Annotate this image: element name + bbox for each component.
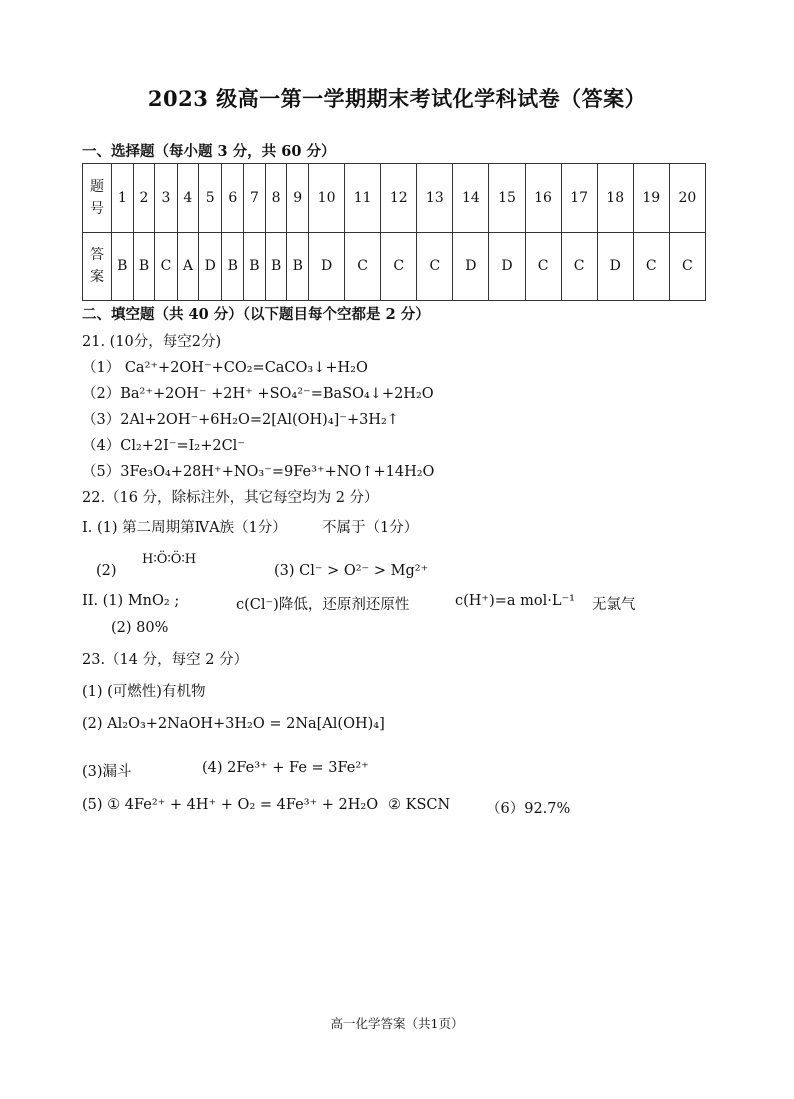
question-number-cell: 3 bbox=[155, 164, 177, 233]
answer-cell: B bbox=[287, 232, 309, 301]
q23-answer-5b: ② KSCN bbox=[388, 797, 451, 813]
hydrogen-peroxide-electron-formula: H∶Ö∶Ö∶H bbox=[142, 552, 197, 567]
table-row-numbers bbox=[83, 164, 706, 233]
answer-cell: C bbox=[345, 232, 381, 301]
q22-part-ii-1c: c(H⁺)=a mol·L⁻¹ bbox=[455, 593, 575, 609]
question-number-cell: 5 bbox=[199, 164, 222, 233]
answer-cell: C bbox=[525, 232, 561, 301]
q23-answer-6: （6）92.7% bbox=[486, 801, 571, 817]
q23-answer-4: (4) 2Fe³⁺ + Fe = 3Fe²⁺ bbox=[202, 760, 369, 776]
q23-answer-5a: (5) ① 4Fe²⁺ + 4H⁺ + O₂ = 4Fe³⁺ + 2H₂O bbox=[82, 797, 379, 813]
answer-table bbox=[82, 163, 706, 301]
question-number-cell: 16 bbox=[525, 164, 561, 233]
answer-cell: B bbox=[112, 232, 134, 301]
question-number-cell: 7 bbox=[244, 164, 266, 233]
question-number-cell: 4 bbox=[177, 164, 198, 233]
answer-cell: D bbox=[597, 232, 633, 301]
answer-cell: D bbox=[453, 232, 489, 301]
answer-cell: C bbox=[633, 232, 669, 301]
question-number-cell: 12 bbox=[381, 164, 417, 233]
q21-answer-3: （3）2Al+2OH⁻+6H₂O=2[Al(OH)₄]⁻+3H₂↑ bbox=[82, 412, 399, 428]
answer-cell: C bbox=[155, 232, 177, 301]
question-number-cell: 2 bbox=[133, 164, 155, 233]
question-number-cell: 10 bbox=[309, 164, 345, 233]
q22-part-i-1a: I. (1) 第二周期第ⅣA族（1分） bbox=[82, 520, 287, 536]
answer-cell: C bbox=[669, 232, 705, 301]
answer-cell: B bbox=[265, 232, 287, 301]
question-number-cell: 13 bbox=[417, 164, 453, 233]
q22-part-ii-2: (2) 80% bbox=[111, 620, 169, 636]
section-2-heading: 二、填空题（共 40 分）（以下题目每个空都是 2 分） bbox=[82, 306, 430, 323]
section-1-heading: 一、选择题（每小题 3 分，共 60 分） bbox=[82, 143, 336, 160]
table-row-answers bbox=[83, 232, 706, 301]
question-number-cell: 11 bbox=[345, 164, 381, 233]
page-title: 2023 级高一第一学期期末考试化学科试卷（答案） bbox=[147, 86, 647, 111]
q21-answer-4: （4）Cl₂+2I⁻=I₂+2Cl⁻ bbox=[82, 438, 245, 454]
q22-part-i-2-label: (2) bbox=[96, 563, 117, 579]
q23-answer-3: (3)漏斗 bbox=[82, 764, 132, 780]
question-number-cell: 8 bbox=[265, 164, 287, 233]
question-number-cell: 14 bbox=[453, 164, 489, 233]
page-footer: 高一化学答案（共1页） bbox=[330, 1016, 464, 1031]
q23-answer-1: (1) (可燃性)有机物 bbox=[82, 684, 206, 700]
q22-header: 22.（16 分，除标注外，其它每空均为 2 分） bbox=[82, 490, 379, 506]
answer-cell: B bbox=[244, 232, 266, 301]
answer-cell: D bbox=[309, 232, 345, 301]
q22-part-ii-1b: c(Cl⁻)降低，还原剂还原性 bbox=[236, 597, 410, 613]
answer-cell: B bbox=[222, 232, 244, 301]
question-number-cell: 15 bbox=[489, 164, 525, 233]
question-number-cell: 20 bbox=[669, 164, 705, 233]
answer-cell: A bbox=[177, 232, 198, 301]
answer-cell: C bbox=[561, 232, 597, 301]
q21-answer-2: （2）Ba²⁺+2OH⁻ +2H⁺ +SO₄²⁻=BaSO₄↓+2H₂O bbox=[82, 386, 434, 402]
q22-part-i-3: (3) Cl⁻ > O²⁻ > Mg²⁺ bbox=[274, 563, 429, 579]
q21-answer-1: （1） Ca²⁺+2OH⁻+CO₂=CaCO₃↓+H₂O bbox=[82, 360, 368, 376]
row-header-number: 题 号 bbox=[83, 164, 112, 233]
q21-answer-5: （5）3Fe₃O₄+28H⁺+NO₃⁻=9Fe³⁺+NO↑+14H₂O bbox=[82, 464, 435, 480]
question-number-cell: 9 bbox=[287, 164, 309, 233]
q22-part-i-1b: 不属于（1分） bbox=[322, 520, 419, 536]
answer-cell: D bbox=[199, 232, 222, 301]
answer-cell: C bbox=[417, 232, 453, 301]
q23-header: 23.（14 分，每空 2 分） bbox=[82, 652, 249, 668]
q22-part-ii-1d: 无氯气 bbox=[592, 597, 636, 613]
question-number-cell: 6 bbox=[222, 164, 244, 233]
row-header-answer: 答 案 bbox=[83, 232, 112, 301]
question-number-cell: 18 bbox=[597, 164, 633, 233]
question-number-cell: 1 bbox=[112, 164, 134, 233]
q23-answer-2: (2) Al₂O₃+2NaOH+3H₂O = 2Na[Al(OH)₄] bbox=[82, 716, 385, 732]
answer-cell: D bbox=[489, 232, 525, 301]
question-number-cell: 19 bbox=[633, 164, 669, 233]
answer-cell: C bbox=[381, 232, 417, 301]
answer-cell: B bbox=[133, 232, 155, 301]
question-number-cell: 17 bbox=[561, 164, 597, 233]
q22-part-ii-1: II. (1) MnO₂ ; bbox=[82, 593, 180, 609]
q21-header: 21. (10分，每空2分) bbox=[82, 334, 222, 350]
